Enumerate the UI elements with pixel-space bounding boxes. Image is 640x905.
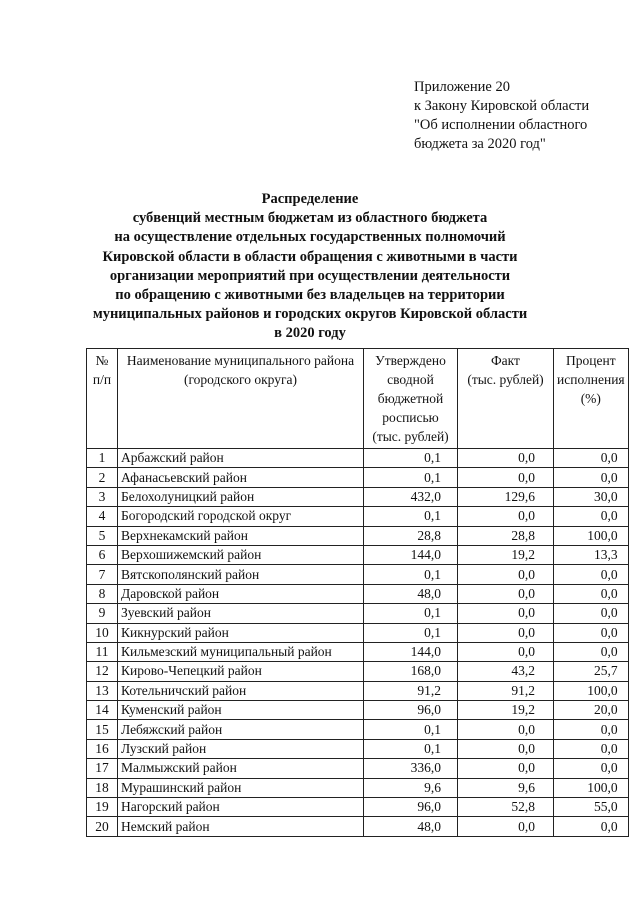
table-header-row [87, 349, 629, 449]
appendix-line: Приложение 20 [414, 79, 510, 95]
header-plan [364, 349, 458, 449]
table-row [87, 545, 629, 564]
district-name: Немский район [118, 817, 364, 836]
actual-amount: 52,8 [458, 798, 554, 817]
district-name: Котельничский район [118, 681, 364, 700]
table-row [87, 778, 629, 797]
table-row [87, 526, 629, 545]
district-name: Кильмезский муниципальный район [118, 642, 364, 661]
row-number: 18 [87, 778, 118, 797]
table-row [87, 623, 629, 642]
header-text: Утверждено [375, 353, 446, 368]
approved-amount: 48,0 [364, 817, 458, 836]
execution-percent: 0,0 [554, 604, 629, 623]
actual-amount: 0,0 [458, 623, 554, 642]
header-text: росписью [382, 410, 439, 425]
table-row [87, 507, 629, 526]
table-body [87, 449, 629, 837]
table-row [87, 759, 629, 778]
table-row [87, 642, 629, 661]
district-name: Малмыжский район [118, 759, 364, 778]
title-line: в 2020 году [274, 325, 346, 342]
header-fact [458, 349, 554, 449]
approved-amount: 168,0 [364, 662, 458, 681]
table-row [87, 604, 629, 623]
header-text: Процент [566, 353, 616, 368]
header-text: Факт [491, 353, 520, 368]
approved-amount: 336,0 [364, 759, 458, 778]
row-number: 1 [87, 449, 118, 468]
header-text: № [95, 353, 109, 368]
execution-percent: 0,0 [554, 507, 629, 526]
header-text: (тыс. рублей) [372, 429, 449, 444]
district-name: Верхошижемский район [118, 545, 364, 564]
district-name: Лузский район [118, 739, 364, 758]
approved-amount: 0,1 [364, 565, 458, 584]
execution-percent: 0,0 [554, 565, 629, 584]
execution-percent: 0,0 [554, 817, 629, 836]
row-number: 3 [87, 487, 118, 506]
title-line: Распределение [261, 191, 359, 207]
actual-amount: 0,0 [458, 739, 554, 758]
table-row [87, 487, 629, 506]
approved-amount: 0,1 [364, 739, 458, 758]
appendix-line: к Закону Кировской области [414, 98, 590, 114]
district-name: Кирово-Чепецкий район [118, 662, 364, 681]
execution-percent: 0,0 [554, 642, 629, 661]
table-row [87, 798, 629, 817]
execution-percent: 13,3 [554, 545, 629, 564]
district-name: Нагорский район [118, 798, 364, 817]
actual-amount: 0,0 [458, 507, 554, 526]
row-number: 14 [87, 701, 118, 720]
header-text: исполнения [557, 372, 625, 387]
table-row [87, 449, 629, 468]
subventions-table [86, 348, 629, 837]
actual-amount: 19,2 [458, 545, 554, 564]
execution-percent: 100,0 [554, 681, 629, 700]
actual-amount: 129,6 [458, 487, 554, 506]
execution-percent: 20,0 [554, 701, 629, 720]
appendix-line: "Об исполнении областного [414, 117, 588, 133]
approved-amount: 28,8 [364, 526, 458, 545]
approved-amount: 0,1 [364, 449, 458, 468]
table-row [87, 701, 629, 720]
actual-amount: 28,8 [458, 526, 554, 545]
district-name: Вятскополянский район [118, 565, 364, 584]
district-name: Белохолуницкий район [118, 487, 364, 506]
district-name: Афанасьевский район [118, 468, 364, 487]
table-row [87, 468, 629, 487]
row-number: 2 [87, 468, 118, 487]
title-line: Кировской области в области обращения с животными в части [102, 248, 518, 265]
header-name [118, 349, 364, 449]
district-name: Богородский городской округ [118, 507, 364, 526]
appendix-reference [414, 78, 589, 154]
actual-amount: 43,2 [458, 662, 554, 681]
actual-amount: 0,0 [458, 468, 554, 487]
actual-amount: 91,2 [458, 681, 554, 700]
district-name: Кикнурский район [118, 623, 364, 642]
header-text: (городского округа) [183, 372, 298, 387]
actual-amount: 0,0 [458, 817, 554, 836]
approved-amount: 0,1 [364, 507, 458, 526]
execution-percent: 0,0 [554, 449, 629, 468]
row-number: 19 [87, 798, 118, 817]
header-text: п/п [92, 372, 112, 387]
approved-amount: 0,1 [364, 468, 458, 487]
row-number: 4 [87, 507, 118, 526]
execution-percent: 55,0 [554, 798, 629, 817]
execution-percent: 100,0 [554, 778, 629, 797]
actual-amount: 0,0 [458, 720, 554, 739]
approved-amount: 144,0 [364, 545, 458, 564]
row-number: 6 [87, 545, 118, 564]
header-text: (%) [580, 391, 601, 406]
district-name: Куменский район [118, 701, 364, 720]
row-number: 12 [87, 662, 118, 681]
row-number: 11 [87, 642, 118, 661]
actual-amount: 0,0 [458, 565, 554, 584]
execution-percent: 0,0 [554, 739, 629, 758]
header-text: бюджетной [377, 391, 444, 406]
actual-amount: 0,0 [458, 584, 554, 603]
approved-amount: 0,1 [364, 623, 458, 642]
approved-amount: 9,6 [364, 778, 458, 797]
row-number: 9 [87, 604, 118, 623]
actual-amount: 19,2 [458, 701, 554, 720]
header-text: Наименование муниципального района [126, 353, 355, 368]
row-number: 10 [87, 623, 118, 642]
approved-amount: 144,0 [364, 642, 458, 661]
title-line: субвенций местным бюджетам из областного бюджета [132, 210, 488, 227]
table-row [87, 584, 629, 603]
row-number: 17 [87, 759, 118, 778]
table-row [87, 662, 629, 681]
appendix-line: бюджета за 2020 год" [414, 136, 546, 152]
approved-amount: 96,0 [364, 701, 458, 720]
execution-percent: 100,0 [554, 526, 629, 545]
execution-percent: 0,0 [554, 623, 629, 642]
header-num [87, 349, 118, 449]
header-percent [554, 349, 629, 449]
row-number: 7 [87, 565, 118, 584]
district-name: Мурашинский район [118, 778, 364, 797]
actual-amount: 0,0 [458, 449, 554, 468]
district-name: Даровской район [118, 584, 364, 603]
approved-amount: 96,0 [364, 798, 458, 817]
table-row [87, 681, 629, 700]
row-number: 5 [87, 526, 118, 545]
approved-amount: 0,1 [364, 604, 458, 623]
approved-amount: 0,1 [364, 720, 458, 739]
district-name: Зуевский район [118, 604, 364, 623]
approved-amount: 91,2 [364, 681, 458, 700]
row-number: 16 [87, 739, 118, 758]
district-name: Арбажский район [118, 449, 364, 468]
row-number: 20 [87, 817, 118, 836]
row-number: 13 [87, 681, 118, 700]
table-row [87, 565, 629, 584]
actual-amount: 0,0 [458, 604, 554, 623]
approved-amount: 432,0 [364, 487, 458, 506]
row-number: 15 [87, 720, 118, 739]
row-number: 8 [87, 584, 118, 603]
title-line: по обращению с животными без владельцев на территории [115, 287, 505, 304]
header-text: сводной [387, 372, 434, 387]
execution-percent: 0,0 [554, 584, 629, 603]
execution-percent: 30,0 [554, 487, 629, 506]
execution-percent: 0,0 [554, 468, 629, 487]
title-line: муниципальных районов и городских округов Кировской области [92, 306, 528, 323]
approved-amount: 48,0 [364, 584, 458, 603]
district-name: Лебяжский район [118, 720, 364, 739]
table-row [87, 720, 629, 739]
execution-percent: 25,7 [554, 662, 629, 681]
actual-amount: 9,6 [458, 778, 554, 797]
table-row [87, 739, 629, 758]
document-title [80, 190, 540, 344]
title-line: организации мероприятий при осуществлении деятельности [109, 267, 511, 284]
header-text: (тыс. рублей) [467, 372, 544, 387]
execution-percent: 0,0 [554, 759, 629, 778]
execution-percent: 0,0 [554, 720, 629, 739]
title-line: на осуществление отдельных государственных полномочий [114, 229, 506, 246]
district-name: Верхнекамский район [118, 526, 364, 545]
table-row [87, 817, 629, 836]
actual-amount: 0,0 [458, 759, 554, 778]
actual-amount: 0,0 [458, 642, 554, 661]
